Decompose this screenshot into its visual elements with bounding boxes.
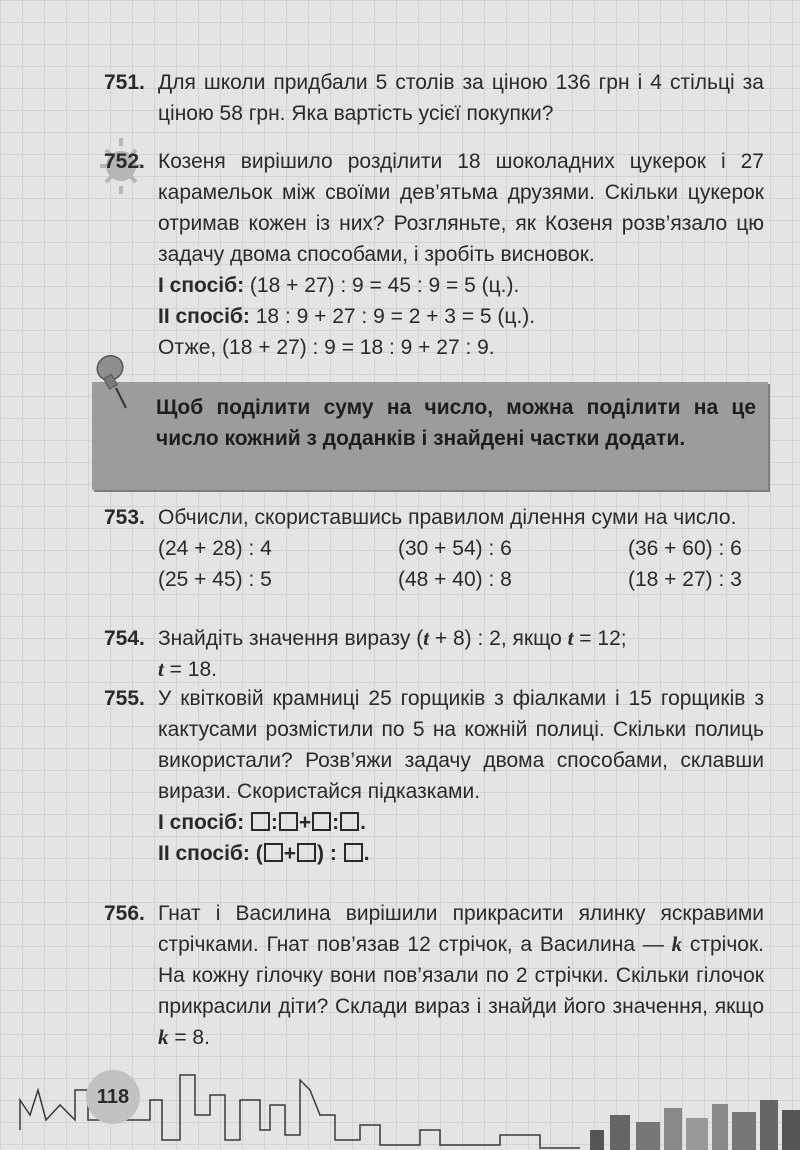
expression: (36 + 60) : 6: [628, 537, 742, 560]
blank-box: [279, 812, 298, 831]
problem-text: Знайдіть значення виразу (t + 8) : 2, якщо t = 12; t = 18.: [158, 626, 627, 681]
way-expression: 18 : 9 + 27 : 9 = 2 + 3 = 5 (ц.).: [255, 305, 536, 328]
problem-753: [104, 502, 764, 595]
problem-754: [104, 623, 764, 685]
problem-752: [104, 146, 764, 363]
problem-number: 752.: [104, 150, 145, 173]
expression: (24 + 28) : 4: [158, 537, 272, 560]
problem-number: 755.: [104, 687, 145, 710]
expression: (18 + 27) : 3: [628, 568, 742, 591]
problem-751: [104, 67, 764, 129]
way-label: І спосіб:: [158, 274, 245, 297]
blank-box: [297, 843, 316, 862]
blank-box: [344, 843, 363, 862]
expression: (30 + 54) : 6: [398, 537, 512, 560]
page-number: 118: [86, 1070, 140, 1124]
problem-number: 754.: [104, 627, 145, 650]
problem-text: Гнат і Василина вирішили прикрасити ялинку яскравими стрічками. Гнат пов’язав 12 стрічок, а Василина — k стрічок. На кожну гілочку вони пов’язали по 2 стрічки. Скільки гілочок прикрасили діти? Склади вираз і знайди його значення, якщо k = 8.: [158, 902, 764, 1049]
way-label: ІІ спосіб:: [158, 842, 250, 865]
blank-box: [340, 812, 359, 831]
problem-text: Обчисли, скориставшись правилом ділення суми на число.: [158, 506, 737, 529]
rule-text: Щоб поділити суму на число, можна поділити на це число кожний з доданків і знайдені частки додати.: [156, 396, 756, 450]
problem-text: Для школи придбали 5 столів за ціною 136 грн і 4 стільці за ціною 58 грн. Яка вартість усієї покупки?: [158, 71, 764, 125]
problem-756: [104, 898, 764, 1053]
blank-box: [264, 843, 283, 862]
blank-box: [251, 812, 270, 831]
rule-box: [92, 382, 768, 490]
expression-grid: [158, 533, 764, 595]
way-expression: (18 + 27) : 9 = 45 : 9 = 5 (ц.).: [249, 274, 520, 297]
pushpin-icon: [92, 352, 136, 412]
way-label: ІІ спосіб:: [158, 305, 250, 328]
expression: (48 + 40) : 8: [398, 568, 512, 591]
solution-way-2: [158, 301, 764, 332]
problem-number: 753.: [104, 506, 145, 529]
solution-way-1: [158, 270, 764, 301]
problem-number: 751.: [104, 71, 145, 94]
expression: (25 + 45) : 5: [158, 568, 272, 591]
blank-box: [312, 812, 331, 831]
problem-text: Козеня вирішило розділити 18 шоколадних цукерок і 27 карамельок між своїми дев’ятьма друзями. Скільки цукерок отримав кожен із них? Розгляньте, як Козеня розв’язало цю задачу двома способами, і зробіть висновок.: [158, 150, 764, 266]
conclusion: Отже, (18 + 27) : 9 = 18 : 9 + 27 : 9.: [158, 336, 495, 359]
way-label: І спосіб:: [158, 811, 245, 834]
problem-number: 756.: [104, 902, 145, 925]
problem-755: [104, 683, 764, 869]
hint-way-1: І спосіб: : + : .: [158, 811, 367, 834]
hint-way-2: ІІ спосіб: ( + ) : .: [158, 842, 370, 865]
problem-text: У квітковій крамниці 25 горщиків з фіалками і 15 горщиків з кактусами розмістили по 5 на кожній полиці. Скільки полиць використали? Розв’яжи задачу двома способами, склавши вирази. Скористайся підказками.: [158, 687, 764, 803]
